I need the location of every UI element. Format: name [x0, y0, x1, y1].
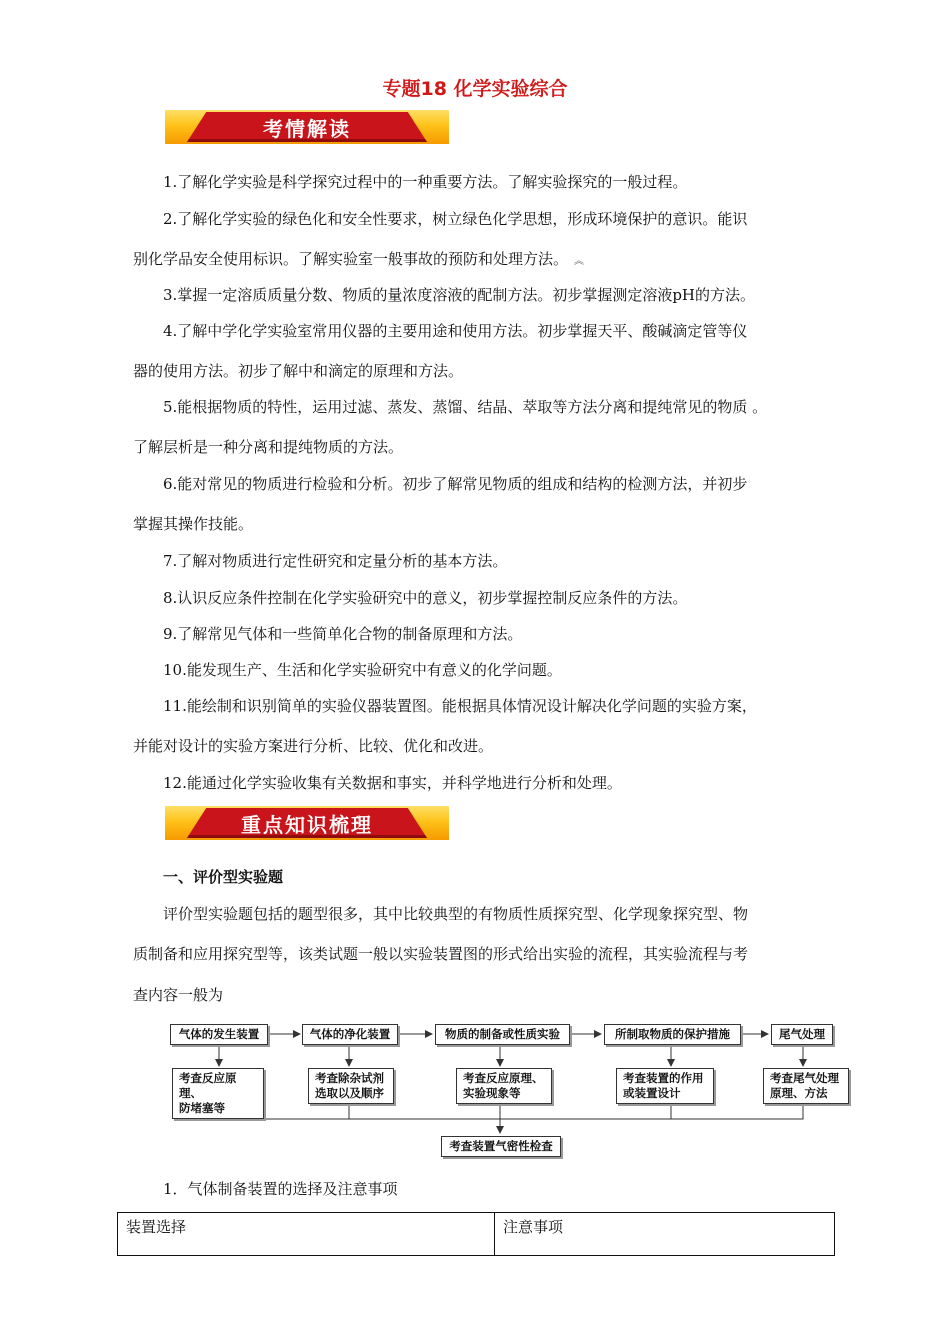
objective-3: 3.掌握一定溶质质量分数、物质的量浓度溶液的配制方法。初步掌握测定溶液pH的方法。	[163, 286, 755, 304]
flow-step-preparation-experiment: 物质的制备或性质实验	[435, 1024, 570, 1045]
table-header-device: 装置选择	[118, 1213, 495, 1256]
objective-11-cont: 并能对设计的实验方案进行分析、比较、优化和改进。	[133, 737, 494, 755]
flow-step-gas-purification: 气体的净化装置	[302, 1024, 398, 1045]
objective-2-cont: 别化学品安全使用标识。了解实验室一般事故的预防和处理方法。 ︽	[133, 249, 584, 272]
objective-7: 7.了解对物质进行定性研究和定量分析的基本方法。	[163, 552, 508, 570]
device-table	[117, 1212, 835, 1256]
objective-8: 8.认识反应条件控制在化学实验研究中的意义，初步掌握控制反应条件的方法。	[163, 589, 688, 607]
banner-label: 重点知识梳理	[241, 813, 373, 837]
flow-sub-4: 考查装置的作用 或装置设计	[616, 1068, 714, 1104]
flow-sub-3: 考查反应原理、 实验现象等	[456, 1068, 552, 1104]
table-header-notes: 注意事项	[495, 1213, 835, 1256]
section-paragraph-line: 查内容一般为	[133, 986, 224, 1004]
objective-9: 9.了解常见气体和一些简单化合物的制备原理和方法。	[163, 625, 523, 643]
flow-airtightness-check: 考查装置气密性检查	[441, 1136, 561, 1157]
section-paragraph-line: 质制备和应用探究型等，该类试题一般以实验装置图的形式给出实验的流程，其实验流程与考	[133, 945, 749, 963]
table-row	[118, 1213, 835, 1256]
flow-step-tail-gas: 尾气处理	[771, 1024, 833, 1045]
objective-5: 5.能根据物质的特性，运用过滤、蒸发、蒸馏、结晶、萃取等方法分离和提纯常见的物质 。	[163, 398, 768, 416]
flow-step-gas-generation: 气体的发生装置	[170, 1024, 268, 1045]
flow-sub-1: 考查反应原理、 防堵塞等	[172, 1068, 264, 1119]
objective-1: 1.了解化学实验是科学探究过程中的一种重要方法。了解实验探究的一般过程。	[163, 173, 688, 191]
double-chevron-up-icon: ︽	[574, 256, 585, 267]
page-title: 专题18 化学实验综合	[382, 78, 568, 100]
objective-4: 4.了解中学化学实验室常用仪器的主要用途和使用方法。初步掌握天平、酸碱滴定管等仪	[163, 322, 748, 340]
objective-6: 6.能对常见的物质进行检验和分析。初步了解常见物质的组成和结构的检测方法，并初步	[163, 475, 748, 493]
objective-2: 2.了解化学实验的绿色化和安全性要求，树立绿色化学思想，形成环境保护的意识。能识	[163, 210, 748, 228]
objective-4-cont: 器的使用方法。初步了解中和滴定的原理和方法。	[133, 362, 464, 380]
flow-step-protection: 所制取物质的保护措施	[604, 1024, 741, 1045]
objective-11: 11.能绘制和识别简单的实验仪器装置图。能根据具体情况设计解决化学问题的实验方案，	[163, 697, 757, 715]
objective-6-cont: 掌握其操作技能。	[133, 515, 254, 533]
objective-12: 12.能通过化学实验收集有关数据和事实，并科学地进行分析和处理。	[163, 774, 622, 792]
flow-sub-5: 考查尾气处理 原理、方法	[763, 1068, 849, 1104]
objective-10: 10.能发现生产、生活和化学实验研究中有意义的化学问题。	[163, 661, 562, 679]
objective-5-cont: 了解层析是一种分离和提纯物质的方法。	[133, 438, 404, 456]
section-heading: 一、评价型实验题	[163, 868, 284, 886]
subheading: 1．气体制备装置的选择及注意事项	[163, 1180, 398, 1198]
section-paragraph-line: 评价型实验题包括的题型很多，其中比较典型的有物质性质探究型、化学现象探究型、物	[163, 905, 749, 923]
flow-sub-2: 考查除杂试剂 选取以及顺序	[308, 1068, 394, 1104]
banner-label: 考情解读	[263, 117, 351, 141]
